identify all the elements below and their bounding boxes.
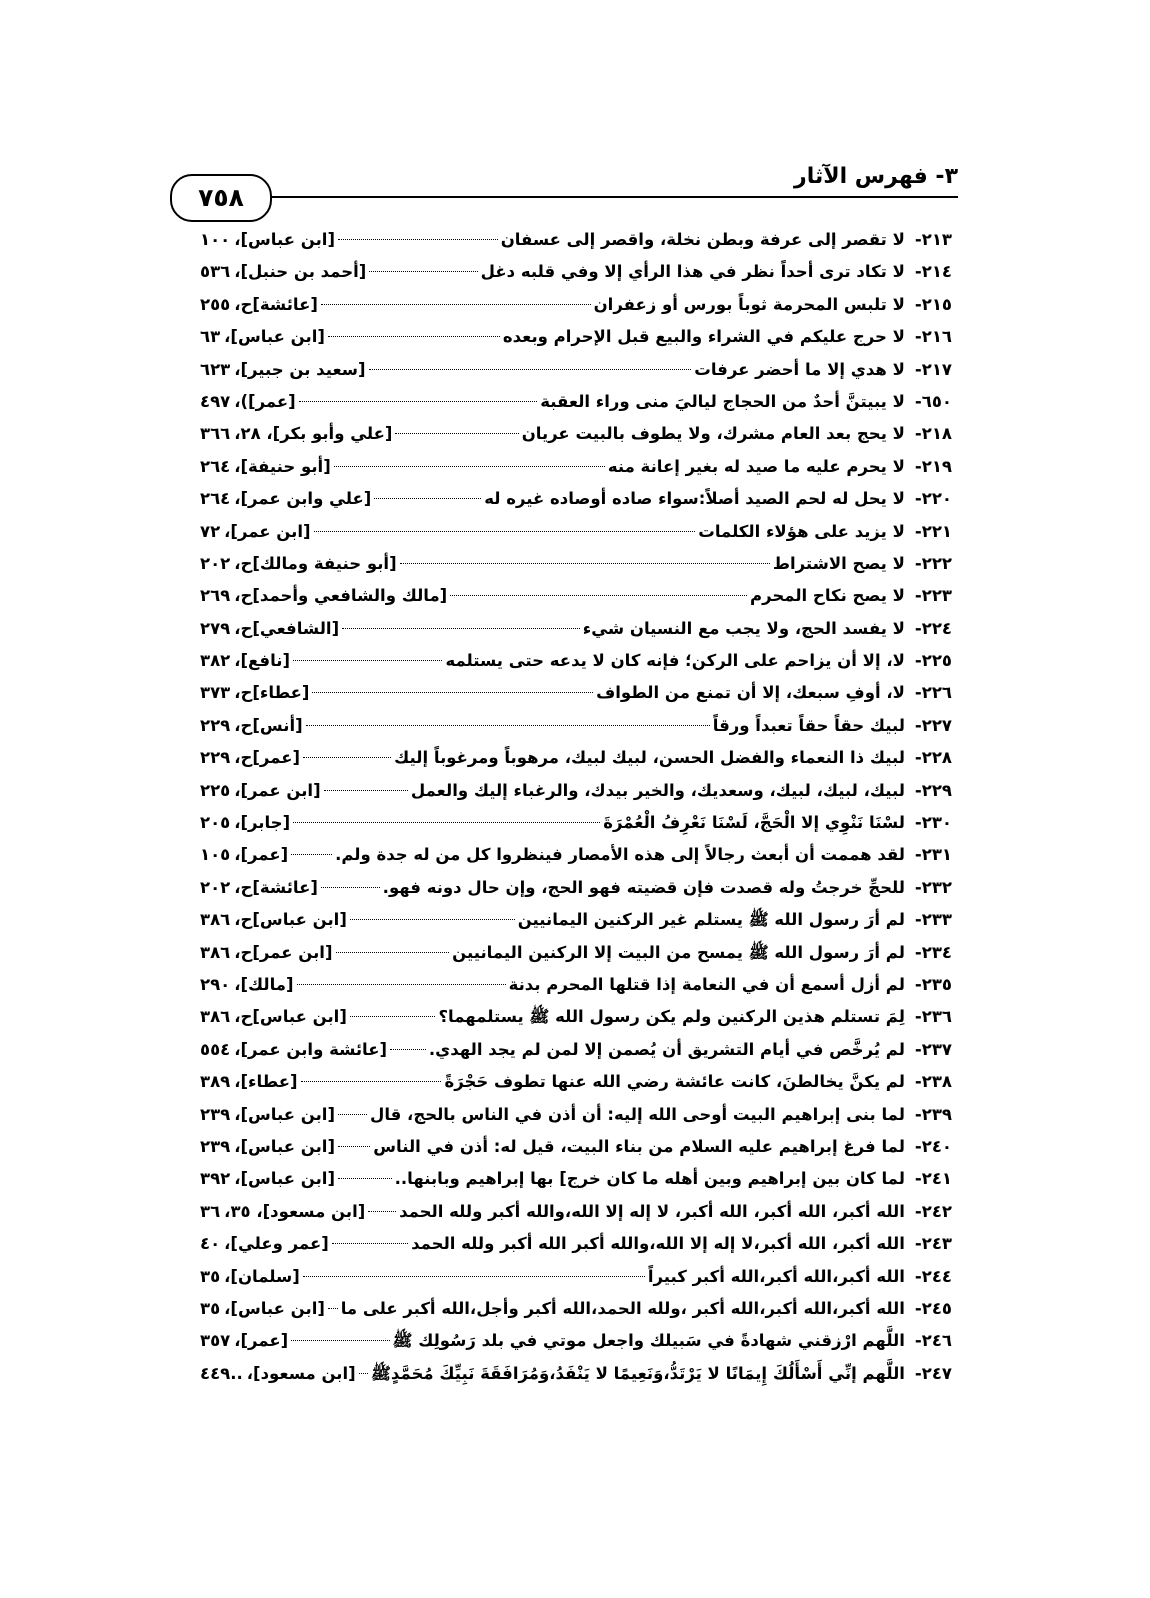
dot-leader	[369, 271, 477, 272]
dot-leader	[303, 1276, 645, 1277]
entry-text: لا هدي إلا ما أحضر عرفات	[694, 359, 905, 379]
entry-page-ref: ٣٩٢	[200, 1169, 231, 1189]
entry-page-ref: ٤٩٧	[200, 391, 231, 411]
entry-number: ٢٢٦-	[914, 683, 952, 703]
dot-leader	[450, 595, 747, 596]
entry-text: لم أرَ رسول الله ﷺ يستلم غير الركنين اليمانيين	[517, 910, 905, 930]
entry-number: ٢٣٦-	[914, 1007, 952, 1027]
entry-text: لا تكاد ترى أحداً نظر في هذا الرأي إلا وفي قلبه دغل	[480, 262, 905, 282]
entry-source: [عائشة وابن عمر]،	[234, 1039, 388, 1059]
entry-page-ref: ٣٦	[200, 1201, 221, 1221]
entry-number: ٢٣٢-	[914, 877, 952, 897]
entry-text: لا يزيد على هؤلاء الكلمات	[698, 521, 905, 541]
index-entry	[200, 937, 952, 969]
index-entry	[200, 418, 952, 450]
entry-number: ٢١٤-	[914, 262, 952, 282]
index-entry	[200, 1196, 952, 1228]
entry-page-ref: ٣٨٦	[200, 942, 231, 962]
entry-page-ref: ٢٠٢	[200, 877, 231, 897]
entry-source: [أبو حنيفة]،	[234, 456, 331, 476]
dot-leader	[338, 1146, 370, 1147]
dot-leader	[338, 1114, 367, 1115]
entry-page-ref: ٢٣٩	[200, 1136, 231, 1156]
entry-source: [علي وأبو بكر]، ٢٨،	[234, 424, 393, 444]
index-entry	[200, 613, 952, 645]
entry-page-ref: ٣٨٦	[200, 910, 231, 930]
entry-page-ref: ٣٨٢	[200, 651, 231, 671]
entry-source: [ابن مسعود]، ٣٥،	[224, 1201, 366, 1221]
entry-page-ref: ٢٧٩	[200, 618, 231, 638]
entry-source: [ابن عباس]ح،	[234, 1007, 347, 1027]
dot-leader	[312, 692, 593, 693]
entry-source: [عمر]،	[234, 845, 289, 865]
entry-number: ٢٢٠-	[914, 489, 952, 509]
index-entry	[200, 1358, 952, 1390]
entry-source: [جابر]،	[234, 813, 291, 833]
entry-source: [عطاء]،	[234, 1072, 298, 1092]
entry-source: [ابن عباس]،	[224, 1298, 325, 1318]
entry-number: ٢٣٤-	[914, 942, 952, 962]
entry-number: ٢٣٧-	[914, 1039, 952, 1059]
entry-source: [ابن عمر]،	[234, 780, 321, 800]
dot-leader	[400, 563, 770, 564]
index-entry	[200, 548, 952, 580]
dot-leader	[342, 628, 580, 629]
index-entry	[200, 321, 952, 353]
entry-text: لا يحج بعد العام مشرك، ولا يطوف بالبيت عريان	[521, 424, 905, 444]
entry-number: ٢٤٥-	[914, 1298, 952, 1318]
index-entry	[200, 386, 952, 418]
index-entry	[200, 256, 952, 288]
entry-number: ٢٣٩-	[914, 1104, 952, 1124]
entry-number: ٢٢٧-	[914, 715, 952, 735]
entry-text: اللَّهم إنِّي أَسْأَلُكَ إِيمَانًا لا يَرْتَدُّ،وَنَعِيمًا لا يَنْفَدُ،وَمُرَافَقَةَ نَبِيِّكَ مُحَمَّدٍﷺ	[370, 1363, 905, 1383]
entry-number: ٢٤٢-	[914, 1201, 952, 1221]
entry-page-ref: ٢٢٩	[200, 715, 231, 735]
entry-source: [أبو حنيفة ومالك]ح،	[234, 553, 397, 573]
dot-leader	[338, 1178, 392, 1179]
entry-source: [عمر]ح،	[234, 748, 301, 768]
entry-page-ref: ٢٠٢	[200, 553, 231, 573]
entry-text: لا تقصر إلى عرفة وبطن نخلة، واقصر إلى عسفان	[500, 230, 905, 249]
entry-page-ref: ٣٥	[200, 1298, 221, 1318]
index-entry	[200, 580, 952, 612]
index-entry	[200, 1163, 952, 1195]
dot-leader	[334, 466, 605, 467]
index-entry	[200, 1066, 952, 1098]
entry-page-ref: ٦٣	[200, 327, 221, 347]
dot-leader	[368, 1211, 396, 1212]
entry-source: [ابن مسعود]،	[246, 1363, 356, 1383]
entry-number: ٢٣٥-	[914, 974, 952, 994]
dot-leader	[303, 757, 391, 758]
entry-source: [ابن عباس]،	[224, 327, 325, 347]
entry-page-ref: ٣٧٣	[200, 683, 231, 703]
dot-leader	[306, 725, 710, 726]
entry-source: [نافع]،	[234, 651, 291, 671]
entry-source: [عائشة]ح،	[234, 294, 318, 314]
dot-leader	[297, 984, 506, 985]
entry-source: [الشافعي]ح،	[234, 618, 340, 638]
entry-text: لم يُرخَّص في أيام التشريق أن يُصمن إلا لمن لم يجد الهدي.	[428, 1039, 905, 1059]
dot-leader	[350, 1016, 436, 1017]
index-entry	[200, 645, 952, 677]
index-entry	[200, 1034, 952, 1066]
entry-number: ٢٢٤-	[914, 618, 952, 638]
entry-text: لبيك ذا النعماء والفضل الحسن، لبيك لبيك، مرهوباً ومرغوباً إليك	[394, 748, 905, 768]
entry-page-ref: ٢٦٤	[200, 456, 231, 476]
index-entry	[200, 451, 952, 483]
entry-source: [ابن عباس]،	[234, 1104, 335, 1124]
index-list	[200, 224, 952, 1390]
entry-text: لا يصح نكاح المحرم	[750, 586, 905, 606]
entry-page-ref: ١٠٠	[200, 230, 231, 249]
entry-number: ٢٣٣-	[914, 910, 952, 930]
entry-page-ref: ٢٦٤	[200, 489, 231, 509]
entry-source: [ابن عمر]،	[224, 521, 311, 541]
entry-page-ref: ٢٩٠	[200, 974, 231, 994]
entry-text: لا يفسد الحج، ولا يجب مع النسيان شيء	[582, 618, 905, 638]
header-rule	[183, 196, 958, 198]
entry-text: لا حرج عليكم في الشراء والبيع قبل الإحرام وبعده	[502, 327, 905, 347]
entry-text: اللَّهم ارْزقني شهادةً في سَبيلك واجعل موتي في بلد رَسُولِك ﷺ	[392, 1331, 905, 1351]
entry-source: [عائشة]ح،	[234, 877, 318, 897]
entry-source: [عمر وعلي]،	[224, 1234, 329, 1254]
entry-text: لا، إلا أن يزاحم على الركن؛ فإنه كان لا يدعه حتى يستلمه	[445, 651, 905, 671]
dot-leader	[291, 854, 332, 855]
dot-leader	[293, 660, 442, 661]
index-entry	[200, 1293, 952, 1325]
dot-leader	[291, 1340, 389, 1341]
entry-number: ٢١٩-	[914, 456, 952, 476]
entry-page-ref: ٢٢٩	[200, 748, 231, 768]
index-entry	[200, 289, 952, 321]
dot-leader	[293, 822, 600, 823]
entry-page-ref: ٢٦٩	[200, 586, 231, 606]
dot-leader	[390, 1049, 426, 1050]
entry-number: ٢٣٨-	[914, 1072, 952, 1092]
index-entry	[200, 1228, 952, 1260]
dot-leader	[328, 1308, 338, 1309]
entry-number: ٢٢٩-	[914, 780, 952, 800]
entry-number: ٢١٥-	[914, 294, 952, 314]
entry-number: ٢٤٣-	[914, 1234, 952, 1254]
dot-leader	[350, 919, 515, 920]
entry-number: ٢٢١-	[914, 521, 952, 541]
dot-leader	[369, 369, 692, 370]
page-number: ٧٥٨	[170, 174, 272, 222]
entry-text: الله أكبر، الله أكبر،لا إله إلا الله،والله أكبر الله أكبر ولله الحمد	[411, 1234, 905, 1254]
entry-number: ٢١٦-	[914, 327, 952, 347]
entry-text: لا، أوفِ سبعك، إلا أن تمنع من الطواف	[596, 683, 905, 703]
entry-text: الله أكبر،الله أكبر،الله أكبر كبيراً	[647, 1266, 905, 1286]
entry-source: [مالك]،	[234, 974, 294, 994]
entry-text: لا يصح الاشتراط	[772, 553, 905, 573]
entry-page-ref: ٥٣٦	[200, 262, 231, 282]
entry-number: ٢٤٤-	[914, 1266, 952, 1286]
index-entry	[200, 354, 952, 386]
entry-number: ٢٢٢-	[914, 553, 952, 573]
entry-text: لا يحرم عليه ما صيد له بغير إعانة منه	[607, 456, 905, 476]
index-entry	[200, 1261, 952, 1293]
entry-source: [عمر])،	[234, 391, 296, 411]
dot-leader	[321, 304, 591, 305]
entry-number: ٦٥٠-	[914, 391, 952, 411]
entry-number: ٢١٣-	[914, 230, 952, 249]
index-entry	[200, 969, 952, 1001]
entry-source: [ابن عباس]،	[234, 1169, 335, 1189]
entry-source: [عطاء]ح،	[234, 683, 310, 703]
entry-page-ref: ٧٢	[200, 521, 221, 541]
entry-page-ref: ١٠٥	[200, 845, 231, 865]
dot-leader	[332, 1243, 408, 1244]
entry-number: ٢٤٧-	[914, 1363, 952, 1383]
index-entry	[200, 1099, 952, 1131]
entry-text: لسْنَا نَنْوِي إلا الْحَجَّ، لَسْنَا نَعْرِفُ الْعُمْرَةَ	[603, 813, 905, 833]
index-entry	[200, 710, 952, 742]
entry-page-ref: ٣٦٦	[200, 424, 231, 444]
index-entry	[200, 224, 952, 256]
entry-number: ٢٢٥-	[914, 651, 952, 671]
index-entry	[200, 872, 952, 904]
entry-text: لا يحل له لحم الصيد أصلاً:سواء صاده أوصاده غيره له	[484, 489, 905, 509]
index-entry	[200, 677, 952, 709]
entry-number: ٢٣٠-	[914, 813, 952, 833]
entry-text: لا تلبس المحرمة ثوباً بورس أو زعفران	[593, 294, 905, 314]
entry-text: لا يبيتنَّ أحدٌ من الحجاج لياليَ منى وراء العقبة	[540, 391, 905, 411]
entry-source: [ابن عمر]ح،	[234, 942, 333, 962]
entry-number: ٢١٧-	[914, 359, 952, 379]
entry-page-ref: ..٤٤٩	[200, 1363, 243, 1383]
entry-text: لبيك، لبيك، لبيك، وسعديك، والخير بيدك، والرغباء إليك والعمل	[410, 780, 905, 800]
entry-text: لِمَ تستلم هذين الركنين ولم يكن رسول الله ﷺ يستلمهما؟	[438, 1007, 905, 1027]
entry-page-ref: ٣٨٦	[200, 1007, 231, 1027]
entry-text: الله أكبر،الله أكبر،الله أكبر ،ولله الحمد،الله أكبر وأجل،الله أكبر على ما	[340, 1298, 905, 1318]
entry-page-ref: ٣٨٩	[200, 1072, 231, 1092]
entry-text: لم أرَ رسول الله ﷺ يمسح من البيت إلا الركنين اليمانيين	[452, 942, 905, 962]
index-entry	[200, 1131, 952, 1163]
entry-text: لما بنى إبراهيم البيت أوحى الله إليه: أن أذن في الناس بالحج، قال	[370, 1104, 905, 1124]
entry-number: ٢٢٨-	[914, 748, 952, 768]
entry-page-ref: ٥٥٤	[200, 1039, 231, 1059]
dot-leader	[336, 952, 450, 953]
entry-page-ref: ٢٥٥	[200, 294, 231, 314]
entry-text: لقد هممت أن أبعث رجالاً إلى هذه الأمصار فينظروا كل من له جدة ولم.	[335, 845, 905, 865]
entry-source: [علي وابن عمر]،	[234, 489, 372, 509]
entry-page-ref: ٢٣٩	[200, 1104, 231, 1124]
entry-source: [ابن عباس]،	[234, 1136, 335, 1156]
dot-leader	[359, 1373, 368, 1374]
entry-number: ٢٤١-	[914, 1169, 952, 1189]
entry-source: [ابن عباس]،	[234, 230, 335, 249]
page-header	[183, 164, 958, 212]
entry-page-ref: ٣٥٧	[200, 1331, 231, 1351]
entry-text: لما فرغ إبراهيم عليه السلام من بناء البيت، قيل له: أذن في الناس	[373, 1136, 905, 1156]
dot-leader	[328, 336, 500, 337]
entry-page-ref: ٣٥	[200, 1266, 221, 1286]
entry-text: للحجِّ خرجتُ وله قصدت فإن قضيته فهو الحج، وإن حال دونه فهو.	[382, 877, 905, 897]
entry-text: لما كان بين إبراهيم وبين أهله ما كان خرج] بها إبراهيم وبابنها..	[394, 1169, 905, 1189]
entry-source: [سلمان]،	[224, 1266, 300, 1286]
entry-number: ٢٤٠-	[914, 1136, 952, 1156]
entry-source: [أنس]ح،	[234, 715, 303, 735]
entry-number: ٢١٨-	[914, 424, 952, 444]
entry-page-ref: ٦٢٣	[200, 359, 231, 379]
dot-leader	[324, 790, 408, 791]
entry-text: لم أزل أسمع أن في النعامة إذا قتلها المحرم بدنة	[508, 974, 905, 994]
index-entry	[200, 742, 952, 774]
dot-leader	[299, 401, 538, 402]
index-entry	[200, 483, 952, 515]
entry-text: لم يكنَّ يخالطنَ، كانت عائشة رضي الله عنها تطوف حَجْرَةً	[444, 1072, 905, 1092]
entry-page-ref: ٢٠٥	[200, 813, 231, 833]
entry-text: الله أكبر، الله أكبر، الله أكبر، لا إله إلا الله،والله أكبر ولله الحمد	[399, 1201, 905, 1221]
entry-source: [أحمد بن حنبل]،	[234, 262, 367, 282]
dot-leader	[338, 239, 498, 240]
index-entry	[200, 775, 952, 807]
index-entry	[200, 516, 952, 548]
entry-source: [مالك والشافعي وأحمد]ح،	[234, 586, 448, 606]
dot-leader	[374, 498, 481, 499]
dot-leader	[321, 887, 380, 888]
index-entry	[200, 1325, 952, 1357]
entry-number: ٢٢٣-	[914, 586, 952, 606]
entry-page-ref: ٤٠	[200, 1234, 221, 1254]
entry-source: [عمر]،	[234, 1331, 289, 1351]
entry-source: [ابن عباس]ح،	[234, 910, 347, 930]
index-entry	[200, 807, 952, 839]
entry-page-ref: ٢٢٥	[200, 780, 231, 800]
index-entry	[200, 839, 952, 871]
section-title: ٣- فهرس الآثار	[794, 164, 958, 189]
entry-text: لبيك حقاً حقاً تعبداً ورقاً	[712, 715, 905, 735]
entry-number: ٢٣١-	[914, 845, 952, 865]
dot-leader	[395, 433, 518, 434]
index-entry	[200, 904, 952, 936]
index-entry	[200, 1001, 952, 1033]
entry-number: ٢٤٦-	[914, 1331, 952, 1351]
entry-source: [سعيد بن جبير]،	[234, 359, 366, 379]
dot-leader	[301, 1081, 442, 1082]
dot-leader	[314, 531, 696, 532]
